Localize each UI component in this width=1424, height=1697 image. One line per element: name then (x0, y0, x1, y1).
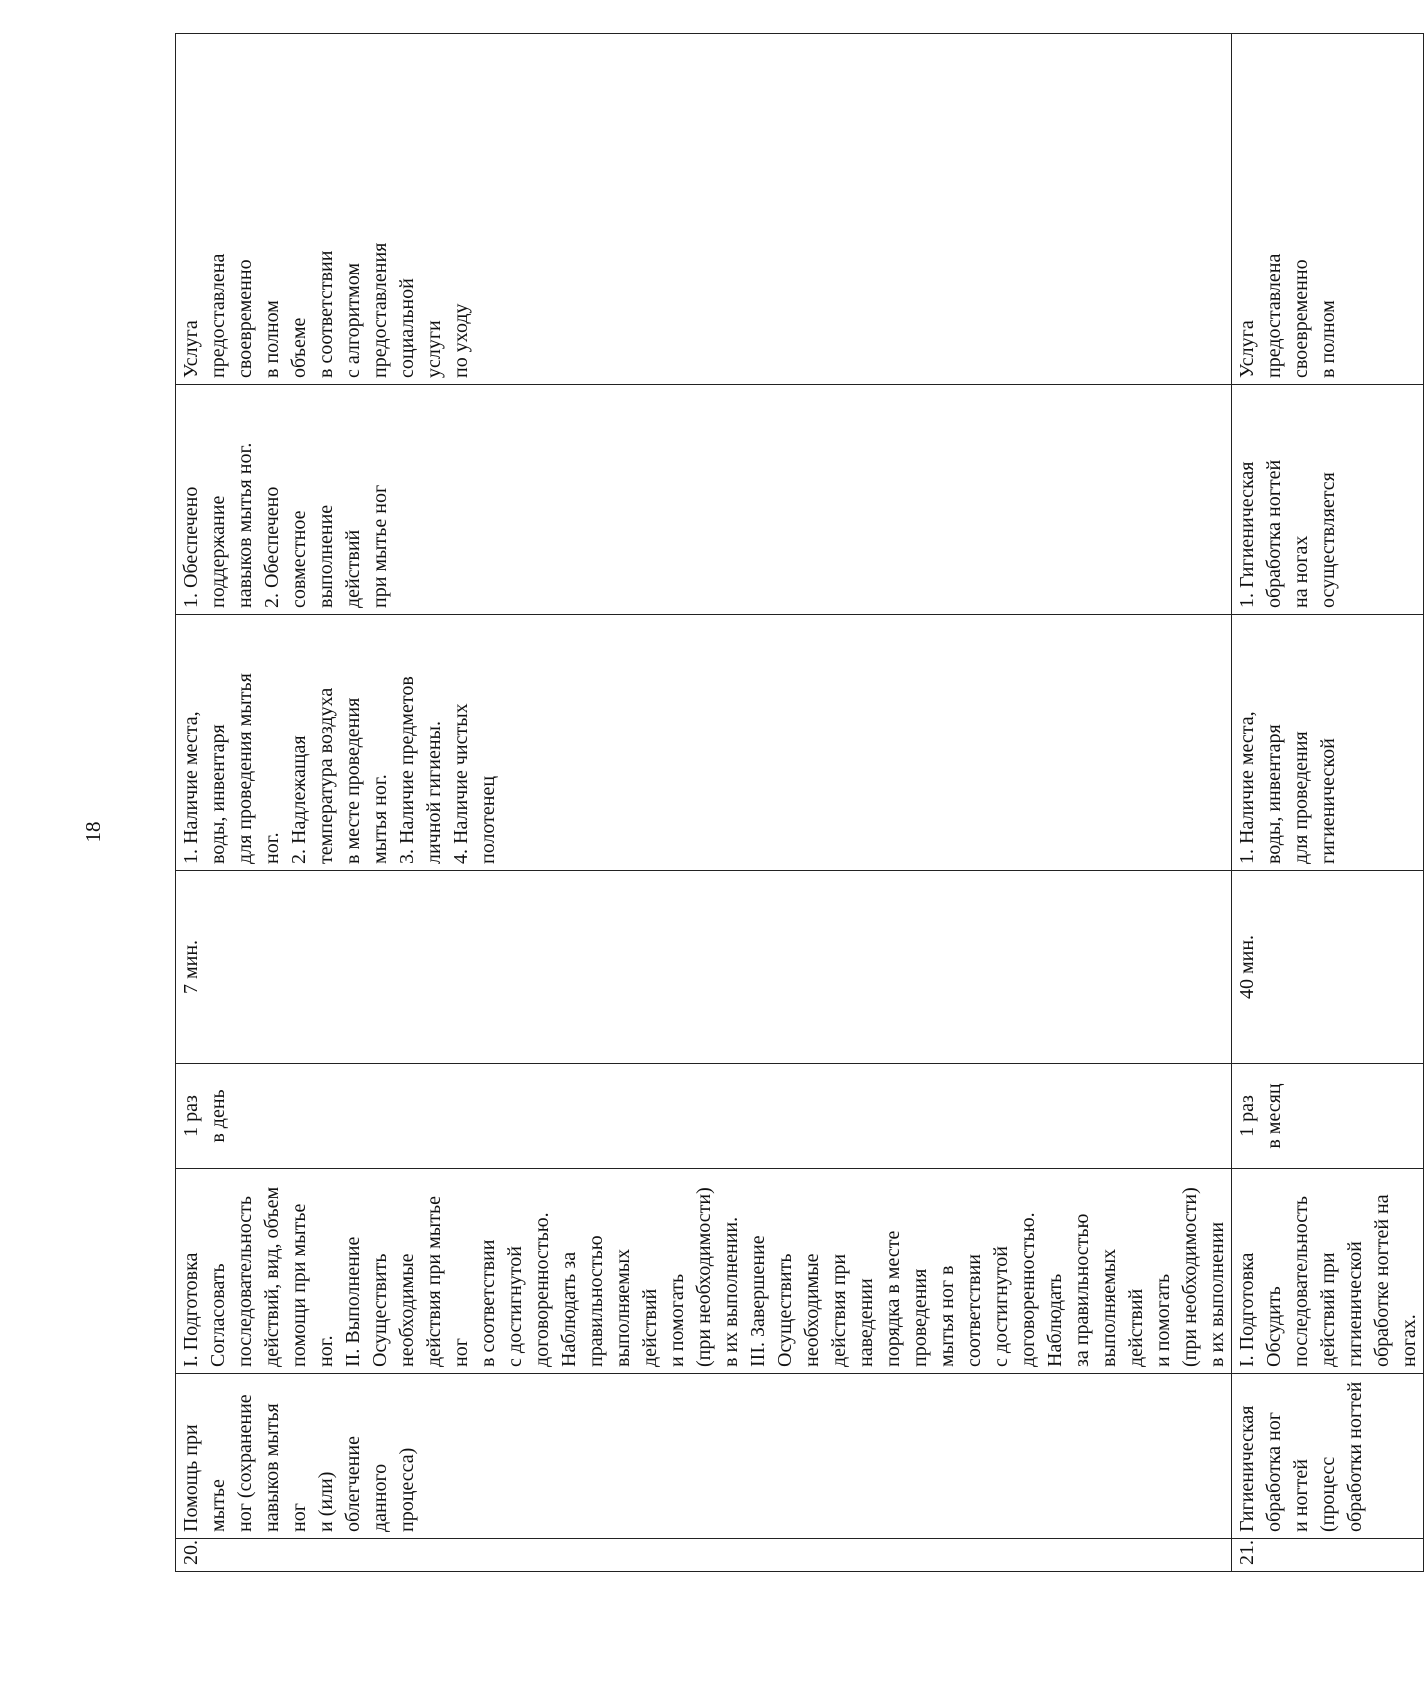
duration: 7 мин. (176, 871, 1232, 1064)
conditions: 1. Наличие места, воды, инвентаря для проведения гигиенической (1232, 615, 1424, 871)
services-table (175, 33, 1424, 1572)
evaluation: Услуга предоставлена своевременно в полном (1232, 34, 1424, 385)
procedure-description: I. Подготовка Согласовать последовательность действий, вид, объем помощи при мытье ног. II. Выполнение Осуществить необходимые действия при мытье ног в соответствии с достигнутой договоренностью. Наблюдать за правильностью выполняемых действий и помогать (при необходимости) в их выполнении. III. Завершение Осуществить необходимые действия при наведении порядка в месте проведения мытья ног в соответствии с достигнутой договоренностью. Наблюдать за правильностью выполняемых действий и помогать (при необходимости) в их выполнении (176, 1169, 1232, 1374)
service-name: Гигиеническая обработка ног и ногтей (процесс обработки ногтей (1232, 1374, 1424, 1539)
row-number: 21. (1232, 1539, 1424, 1572)
result: 1. Гигиеническая обработка ногтей на ногах осуществляется (1232, 385, 1424, 615)
service-name: Помощь при мытье ног (сохранение навыков мытья ног и (или) облегчение данного процесса) (176, 1374, 1232, 1539)
duration: 40 мин. (1232, 871, 1424, 1064)
row-number: 20. (176, 1539, 1232, 1572)
table-row (176, 34, 1232, 1572)
conditions: 1. Наличие места, воды, инвентаря для проведения мытья ног. 2. Надлежащая температура воздуха в месте проведения мытья ног. 3. Наличие предметов личной гигиены. 4. Наличие чистых полотенец (176, 615, 1232, 871)
procedure-description: I. Подготовка Обсудить последовательность действий при гигиенической обработке ногтей на ногах. (1232, 1169, 1424, 1374)
frequency: 1 раз в день (176, 1064, 1232, 1169)
rotated-table-container (175, 34, 1420, 1572)
evaluation: Услуга предоставлена своевременно в полном объеме в соответствии с алгоритмом предоставления социальной услуги по уходу (176, 34, 1232, 385)
table-row (1232, 34, 1424, 1572)
frequency: 1 раз в месяц (1232, 1064, 1424, 1169)
page-number: 18 (81, 821, 105, 843)
result: 1. Обеспечено поддержание навыков мытья ног. 2. Обеспечено совместное выполнение действий при мытье ног (176, 385, 1232, 615)
